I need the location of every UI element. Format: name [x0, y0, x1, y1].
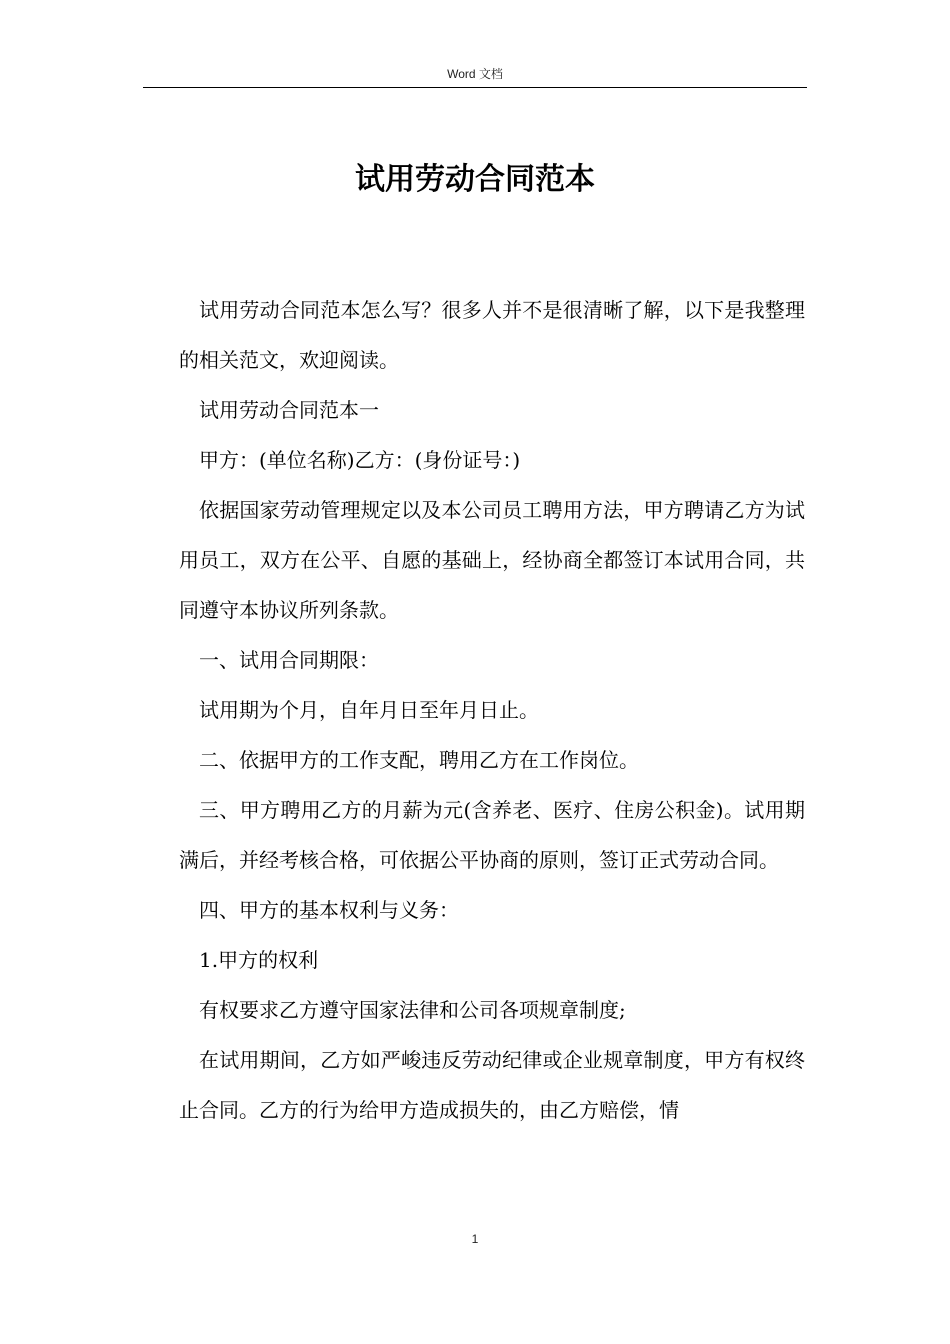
paragraph-intro: 试用劳动合同范本怎么写？很多人并不是很清晰了解，以下是我整理的相关范文，欢迎阅读。 [179, 298, 805, 372]
header-divider [143, 87, 807, 88]
paragraph-party-a-right-1: 有权要求乙方遵守国家法律和公司各项规章制度; [199, 998, 626, 1022]
paragraph-sample-heading: 试用劳动合同范本一 [199, 398, 379, 422]
paragraph-preamble: 依据国家劳动管理规定以及本公司员工聘用方法，甲方聘请乙方为试用员工，双方在公平、自愿的基础上，经协商全都签订本试用合同，共同遵守本协议所列条款。 [179, 498, 805, 622]
document-title: 试用劳动合同范本 [355, 162, 595, 197]
paragraph-section-2: 二、依据甲方的工作支配，聘用乙方在工作岗位。 [199, 748, 639, 772]
paragraph-party-a-right-2: 在试用期间，乙方如严峻违反劳动纪律或企业规章制度，甲方有权终止合同。乙方的行为给甲方造成损失的，由乙方赔偿，情 [179, 1048, 805, 1122]
paragraph-party-a-rights-heading: 1.甲方的权利 [199, 948, 319, 972]
page-number: 1 [471, 1232, 479, 1246]
paragraph-section-3: 三、甲方聘用乙方的月薪为元(含养老、医疗、住房公积金)。试用期满后，并经考核合格，可依据公平协商的原则，签订正式劳动合同。 [179, 798, 805, 872]
paragraph-parties: 甲方：(单位名称)乙方：(身份证号：) [199, 448, 521, 472]
paragraph-trial-period: 试用期为个月，自年月日至年月日止。 [199, 698, 539, 722]
page-header: Word 文档 [447, 67, 503, 81]
paragraph-section-1-heading: 一、试用合同期限： [199, 648, 379, 672]
document-body [179, 285, 805, 1135]
paragraph-section-4-heading: 四、甲方的基本权利与义务： [199, 898, 459, 922]
